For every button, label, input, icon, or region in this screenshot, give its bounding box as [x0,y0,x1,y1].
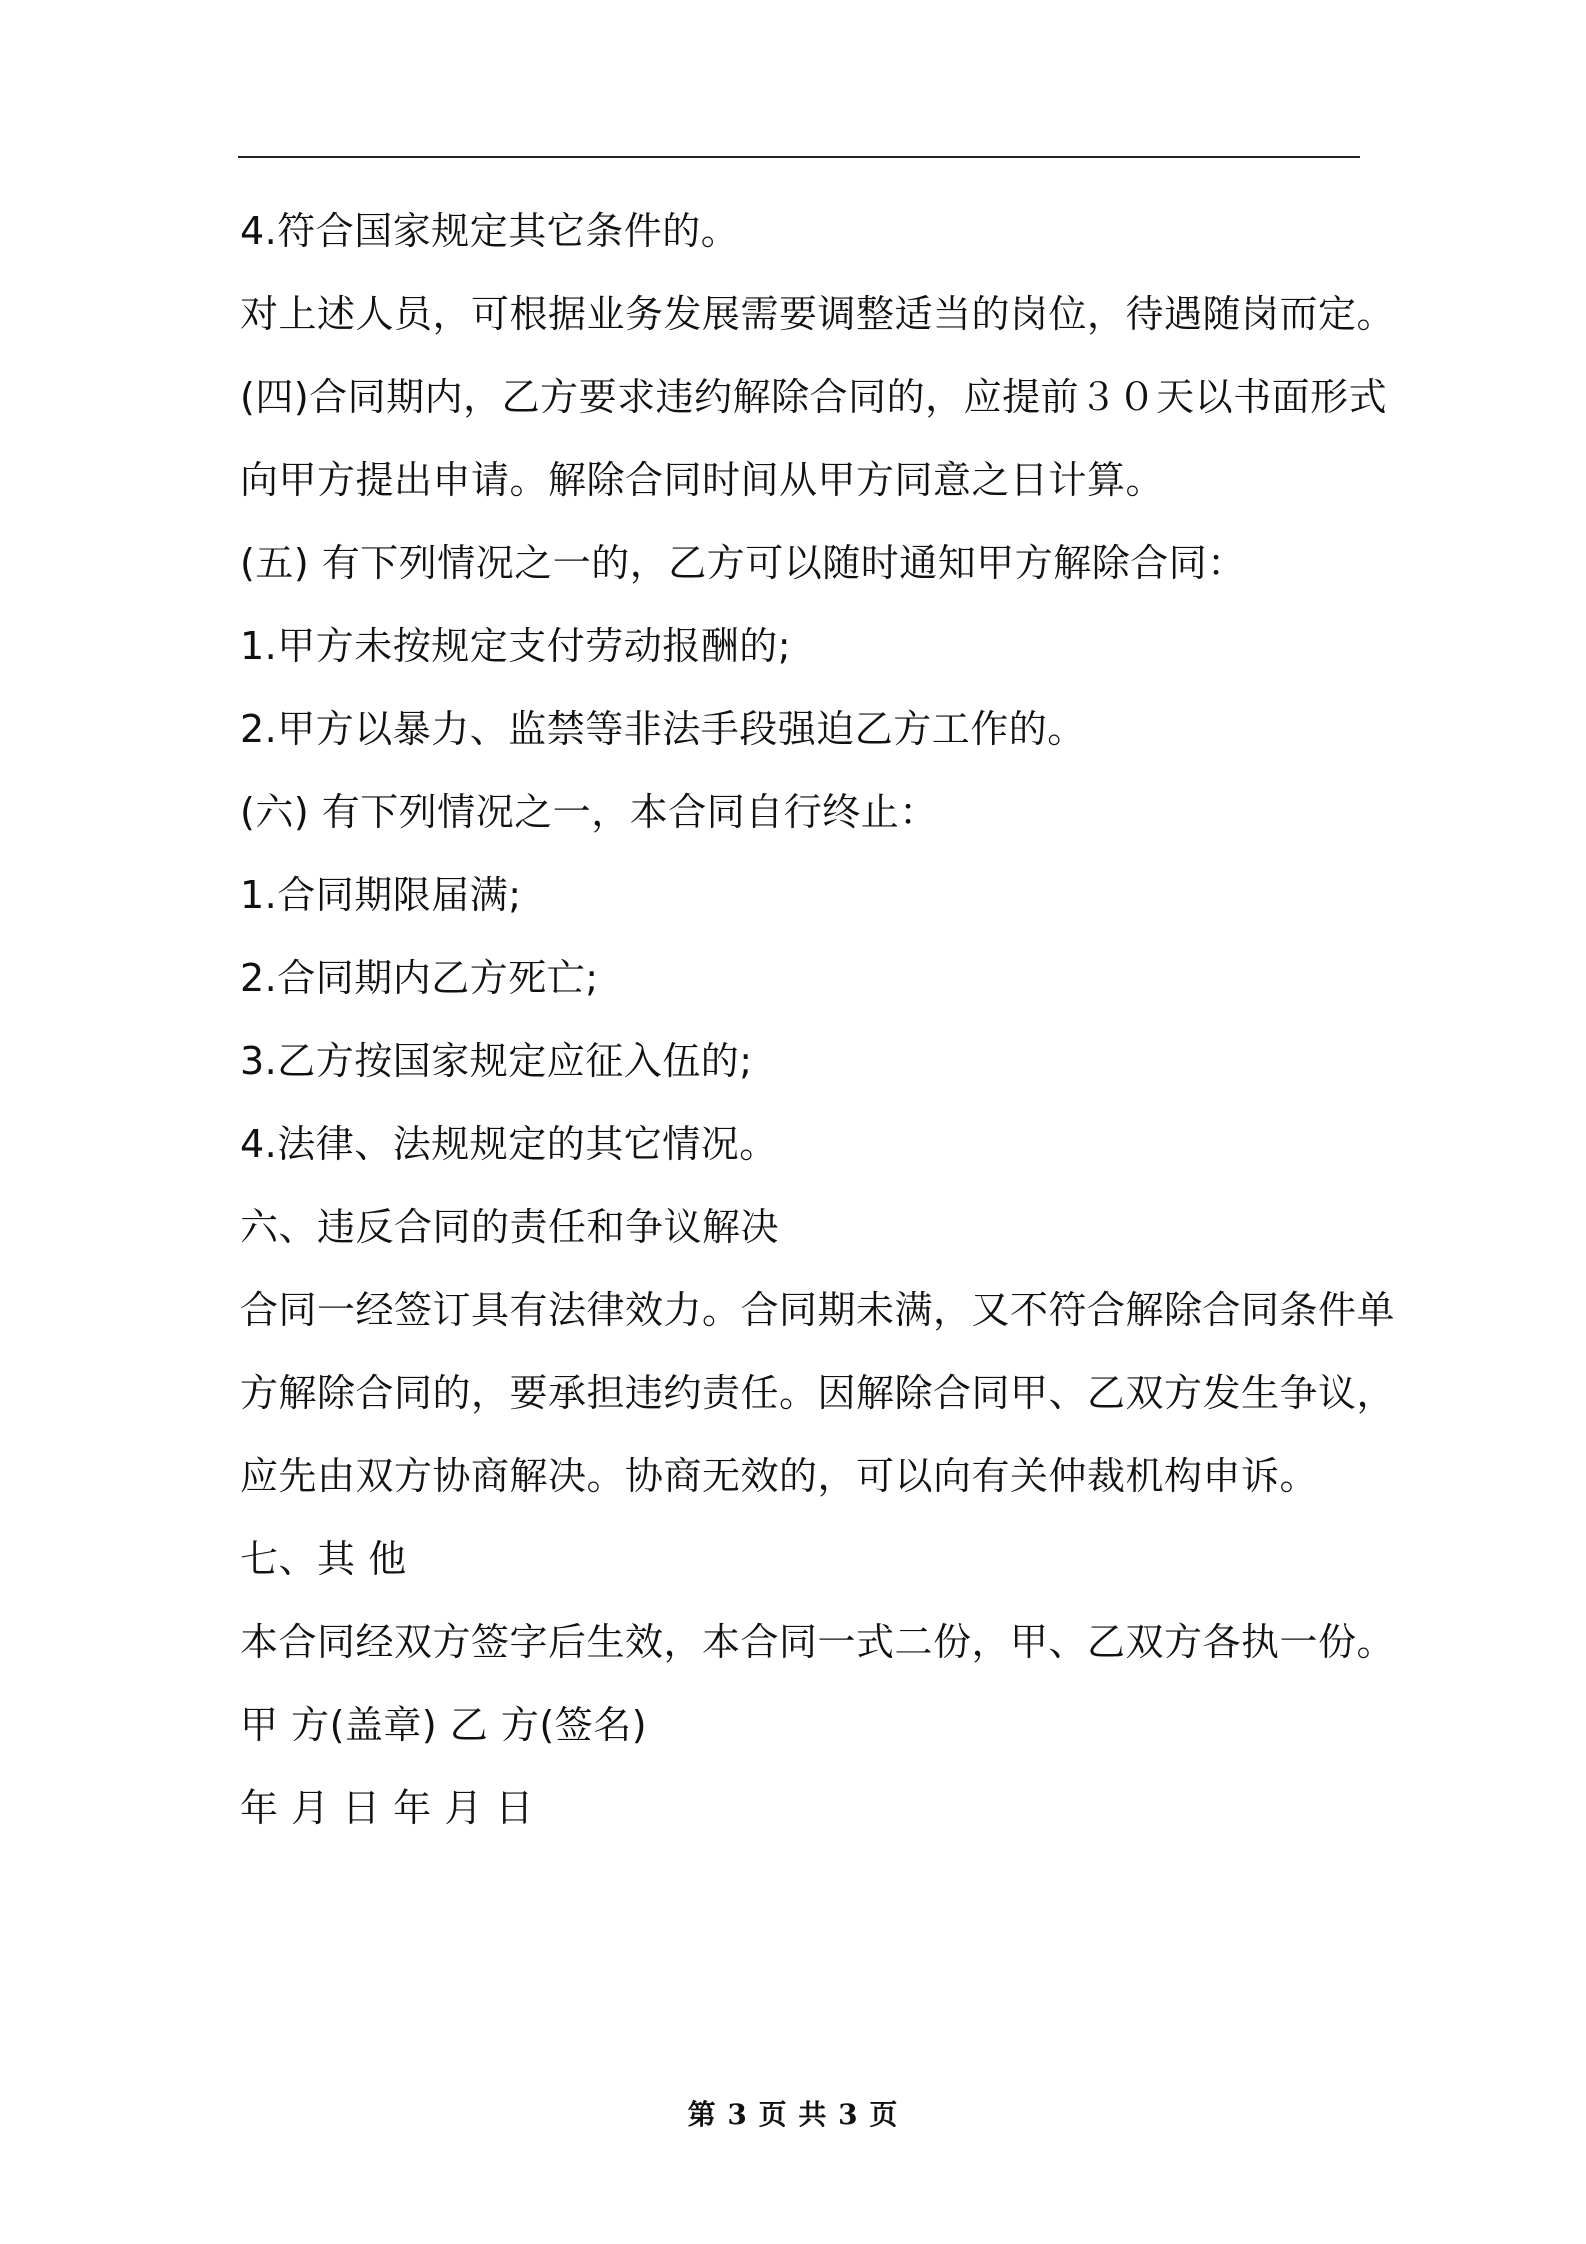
liability-paragraph-line-1: 合同一经签订具有法律效力。合同期未满，又不符合解除合同条件单 [240,1288,1396,1332]
clause-line-6-item-3: 3.乙方按国家规定应征入伍的; [240,1039,753,1083]
clause-line-5-heading: (五) 有下列情况之一的，乙方可以随时通知甲方解除合同： [240,541,1246,585]
clause-line-eligibility-4: 4.符合国家规定其它条件的。 [240,209,740,253]
section-heading-liability: 六、违反合同的责任和争议解决 [240,1205,780,1249]
clause-line-6-item-2: 2.合同期内乙方死亡; [240,956,599,1000]
clause-line-6-item-4: 4.法律、法规规定的其它情况。 [240,1122,778,1166]
section-heading-other: 七、其 他 [240,1537,407,1581]
header-rule [238,156,1360,158]
clause-line-5-item-1: 1.甲方未按规定支付劳动报酬的; [240,624,792,668]
page-number-footer: 第 3 页 共 3 页 [687,2098,899,2131]
other-paragraph-line: 本合同经双方签字后生效，本合同一式二份，甲、乙双方各执一份。 [240,1620,1396,1664]
clause-line-6-item-1: 1.合同期限届满; [240,873,522,917]
liability-paragraph-line-3: 应先由双方协商解决。协商无效的，可以向有关仲裁机构申诉。 [240,1454,1319,1498]
clause-line-5-item-2: 2.甲方以暴力、监禁等非法手段强迫乙方工作的。 [240,707,1086,751]
signature-date-line: 年 月 日 年 月 日 [240,1786,534,1830]
clause-line-6-heading: (六) 有下列情况之一，本合同自行终止： [240,790,938,834]
document-body [240,196,1396,1856]
clause-line-position-adjustment: 对上述人员，可根据业务发展需要调整适当的岗位，待遇随岗而定。 [240,292,1396,336]
clause-line-4-resignation-cont: 向甲方提出申请。解除合同时间从甲方同意之日计算。 [240,458,1165,502]
signature-parties-line: 甲 方(盖章) 乙 方(签名) [240,1703,648,1747]
liability-paragraph-line-2: 方解除合同的，要承担违约责任。因解除合同甲、乙双方发生争议， [240,1371,1396,1415]
clause-line-4-resignation: (四)合同期内，乙方要求违约解除合同的，应提前３０天以书面形式 [240,375,1388,419]
